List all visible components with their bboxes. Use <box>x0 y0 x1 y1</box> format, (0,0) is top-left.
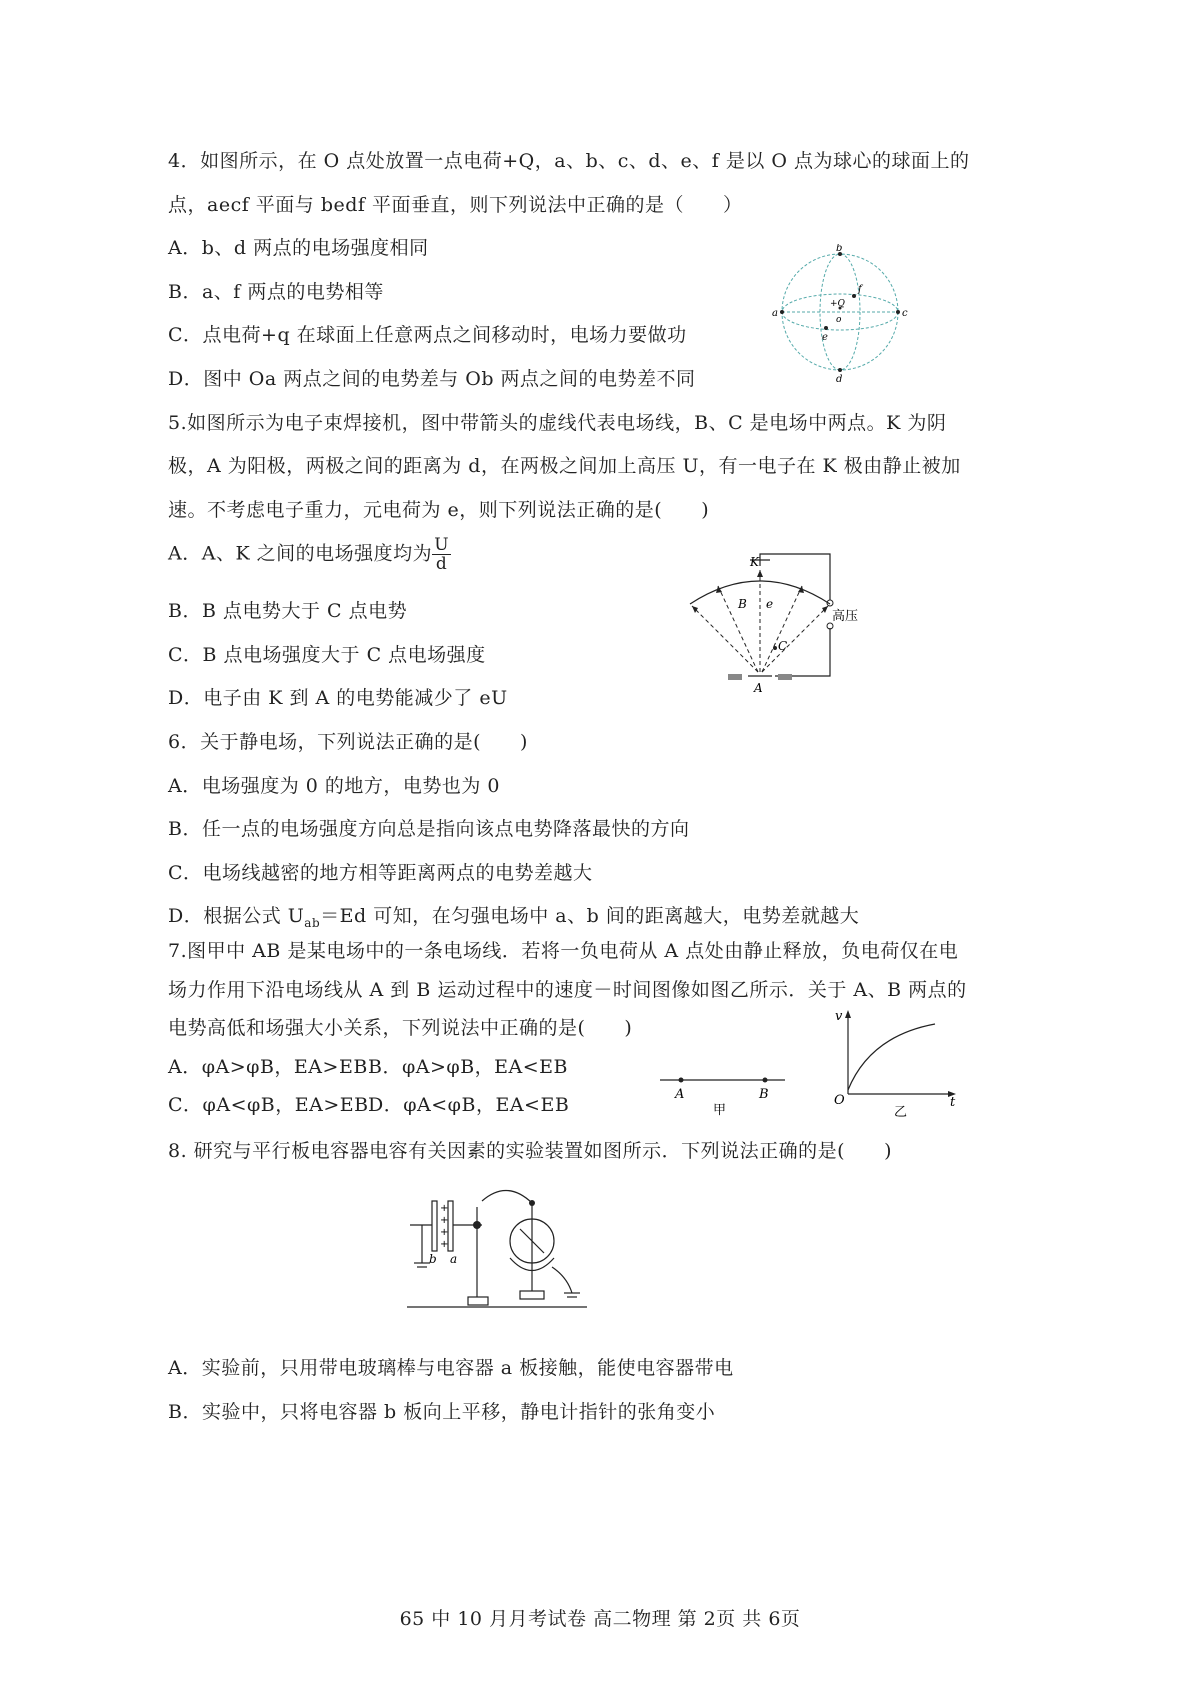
svg-text:+: + <box>440 1227 449 1238</box>
welding-label-a: A <box>754 681 763 695</box>
q5-option-c: C．B 点电场强度大于 C 点电场强度 <box>168 644 486 666</box>
q7-option-b: B．φA>φB，EA<EB <box>368 1056 569 1078</box>
welding-figure <box>680 548 880 698</box>
sphere-label-o: o <box>836 315 842 325</box>
q6-option-d-subscript: ab <box>304 915 321 930</box>
sphere-label-c: c <box>902 308 908 319</box>
q8-option-b: B．实验中，只将电容器 b 板向上平移，静电计指针的张角变小 <box>168 1401 716 1423</box>
field-line-caption: 甲 <box>713 1103 727 1118</box>
sphere-label-e: e <box>822 332 828 343</box>
field-line-label-a: A <box>675 1087 685 1102</box>
q4-stem-line2: 点，aecf 平面与 bedf 平面垂直，则下列说法中正确的是（ ） <box>168 194 743 216</box>
svg-text:+: + <box>440 1203 449 1214</box>
graph-caption: 乙 <box>894 1105 908 1120</box>
q4-stem-line1: 4．如图所示，在 O 点处放置一点电荷+Q，a、b、c、d、e、f 是以 O 点为球心的球面上的 <box>168 150 970 172</box>
sphere-label-b: b <box>836 244 843 254</box>
q6-option-d-pre: D．根据公式 U <box>168 905 305 927</box>
q5-stem-line3: 速。不考虑电子重力，元电荷为 e，则下列说法正确的是( ) <box>168 499 710 521</box>
q6-option-d-post: ＝Ed 可知，在匀强电场中 a、b 间的距离越大，电势差就越大 <box>320 905 860 927</box>
q6-option-a: A．电场强度为 0 的地方，电势也为 0 <box>168 775 501 797</box>
q4-option-c: C．点电荷+q 在球面上任意两点之间移动时，电场力要做功 <box>168 324 687 346</box>
welding-label-k: K <box>750 555 759 569</box>
q8-option-a: A．实验前，只用带电玻璃棒与电容器 a 板接触，能使电容器带电 <box>168 1357 734 1379</box>
graph-axis-t: t <box>950 1095 956 1110</box>
q5-option-a-text: A．A、K 之间的电场强度均为 <box>168 542 433 565</box>
q8-stem: 8. 研究与平行板电容器电容有关因素的实验装置如图所示．下列说法正确的是( ) <box>168 1140 892 1162</box>
q5-option-d: D．电子由 K 到 A 的电势能减少了 eU <box>168 687 508 709</box>
sphere-label-d: d <box>836 374 843 384</box>
capacitor-apparatus-figure <box>402 1183 592 1318</box>
sphere-figure <box>770 244 920 384</box>
q6-option-d <box>168 901 859 930</box>
graph-origin: O <box>834 1093 845 1108</box>
q7-stem-line1: 7.图甲中 AB 是某电场中的一条电场线．若将一负电荷从 A 点处由静止释放，负电荷仅在电 <box>168 940 959 962</box>
q6-option-b: B．任一点的电场强度方向总是指向该点电势降落最快的方向 <box>168 818 690 840</box>
q5-fraction-denominator: d <box>435 554 448 574</box>
q6-option-c: C．电场线越密的地方相等距离两点的电势差越大 <box>168 862 593 884</box>
q4-option-b: B．a、f 两点的电势相等 <box>168 281 384 303</box>
welding-label-high-voltage: 高压 <box>832 609 859 624</box>
q5-stem-line2: 极，A 为阳极，两极之间的距离为 d，在两极之间加上高压 U，有一电子在 K 极由静止被加 <box>168 455 961 477</box>
welding-label-e: e <box>766 597 774 611</box>
q4-option-a: A．b、d 两点的电场强度相同 <box>168 237 429 259</box>
sphere-label-q: +Q <box>830 299 845 309</box>
q7-option-c: C．φA<φB，EA>EB <box>168 1094 369 1116</box>
sphere-label-a: a <box>772 308 778 319</box>
q7-option-a: A．φA>φB，EA>EB <box>168 1056 368 1078</box>
capacitor-label-a: a <box>450 1252 458 1266</box>
q6-stem: 6．关于静电场，下列说法正确的是( ) <box>168 731 528 753</box>
welding-label-c: C <box>778 639 788 653</box>
svg-text:+: + <box>440 1239 449 1250</box>
q7-stem-line3: 电势高低和场强大小关系，下列说法中正确的是( ) <box>168 1017 633 1039</box>
sphere-label-f: f <box>858 284 862 295</box>
capacitor-label-b: b <box>429 1252 437 1266</box>
welding-label-b: B <box>738 597 747 611</box>
velocity-time-graph <box>830 1006 965 1121</box>
q5-option-a <box>168 536 451 573</box>
graph-axis-v: v <box>835 1009 843 1024</box>
q7-stem-line2: 场力作用下沿电场线从 A 到 B 运动过程中的速度－时间图像如图乙所示．关于 A、B 两点的 <box>168 979 967 1001</box>
q7-option-d: D．φA<φB，EA<EB <box>368 1094 570 1116</box>
field-line-label-b: B <box>759 1087 769 1102</box>
q5-stem-line1: 5.如图所示为电子束焊接机，图中带箭头的虚线代表电场线，B、C 是电场中两点。K 为阴 <box>168 412 947 434</box>
q5-fraction-numerator: U <box>434 535 450 555</box>
page-footer: 65 中 10 月月考试卷 高二物理 第 2页 共 6页 <box>399 1608 801 1630</box>
field-line-figure <box>655 1068 795 1118</box>
q5-option-a-fraction <box>432 536 451 573</box>
q4-option-d: D．图中 Oa 两点之间的电势差与 Ob 两点之间的电势差不同 <box>168 368 696 390</box>
q5-option-b: B．B 点电势大于 C 点电势 <box>168 600 408 622</box>
svg-text:+: + <box>440 1215 449 1226</box>
